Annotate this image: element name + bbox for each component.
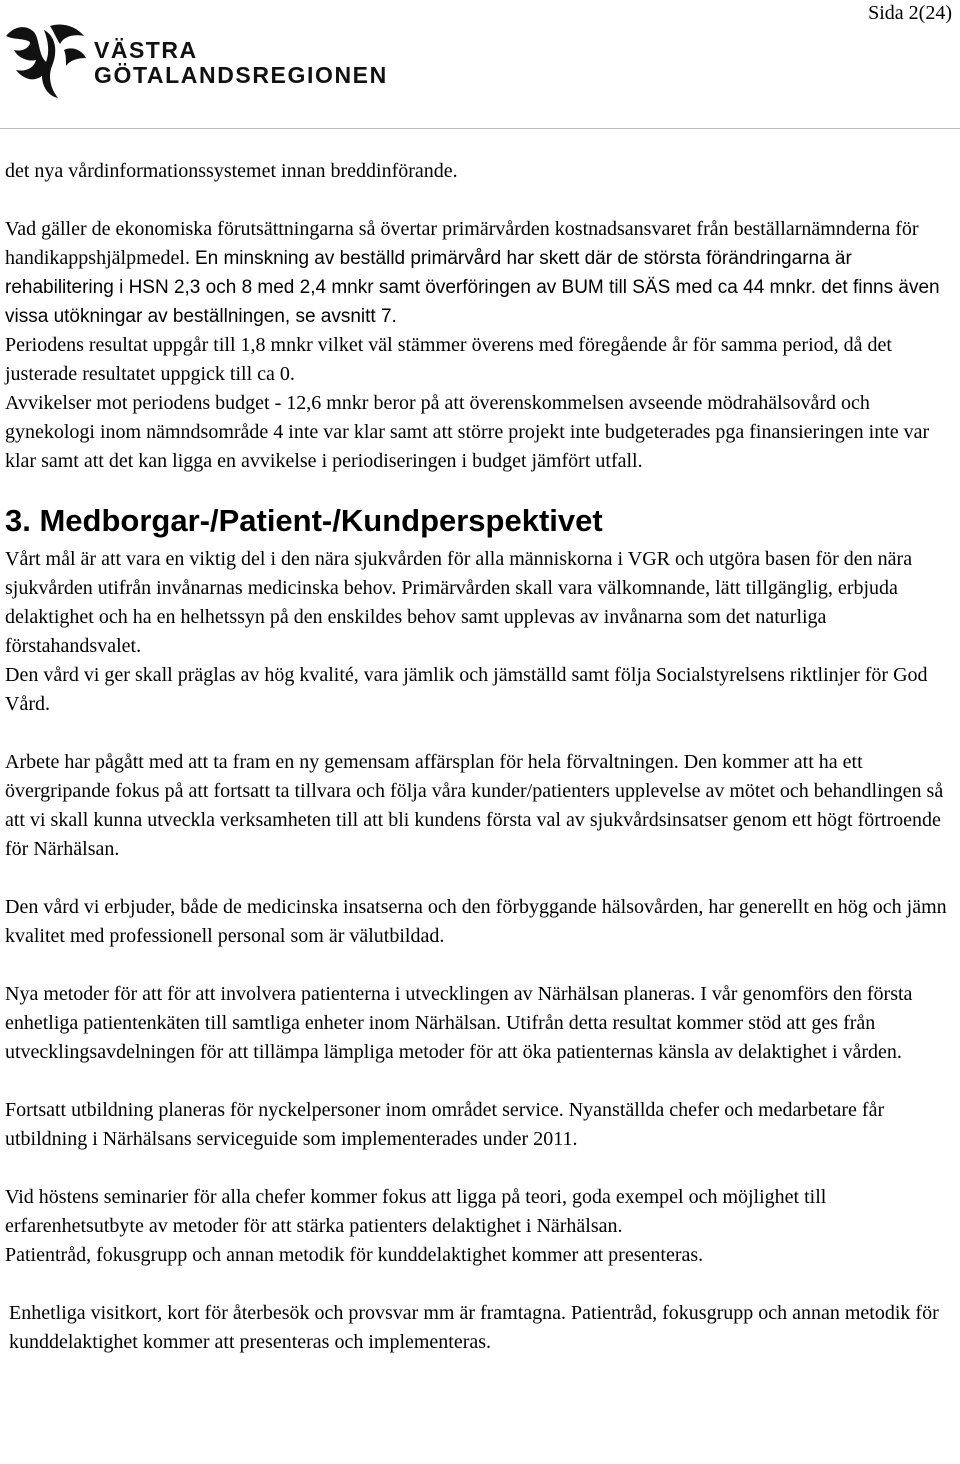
paragraph: Den vård vi erbjuder, både de medicinska insatserna och den förbyggande hälsovården, har generellt en hög och jämn kvalitet med professionell personal som är välutbildad. [5, 896, 947, 947]
spacer [5, 951, 957, 980]
logo-line-gotalandsregionen: GÖTALANDSREGIONEN [94, 62, 388, 88]
page-number: Sida 2(24) [868, 2, 952, 24]
paragraph: Avvikelser mot periodens budget - 12,6 mnkr beror på att överenskommelsen avseende mödrahälsovård och gynekologi inom nämndsområde 4 inte var klar samt att större projekt inte budgeterades pga finansieringen inte var klar samt att det kan ligga en avvikelse i periodiseringen i budget jämfört utfall. [5, 392, 930, 472]
paragraph [5, 215, 957, 331]
paragraph: Vårt mål är att vara en viktig del i den nära sjukvården för alla människorna i VGR och utgöra basen för den nära sjukvården utifrån invånarnas medicinska behov. Primärvården skall vara välkomnande, lätt tillgänglig, erbjuda delaktighet och ha en helhetssyn på den enskildes behov samt upplevas av invånarna som det naturliga förstahandsvalet. [5, 548, 913, 657]
paragraph: Arbete har pågått med att ta fram en ny gemensam affärsplan för hela förvaltningen. Den kommer att ha ett övergripande fokus på att fortsatt ta tillvara och följa våra kunder/patienters upplevelse av mötet och behandlingen så att vi skall kunna utveckla verksamheten till att bli kundens första val av sjukvårdsinsatser genom ett högt förtroende för Närhälsan. [5, 751, 944, 860]
spacer [5, 1154, 957, 1183]
vgr-emblem-icon [4, 22, 90, 104]
paragraph-text-sans: En minskning av beställd primärvård har skett där de största förändringarna är rehabilitering i HSN 2,3 och 8 med 2,4 mnkr samt överföringen av BUM till SÄS med ca 44 mnkr. det finns även vissa utökningar av beställningen, se avsnitt 7. [5, 248, 940, 327]
paragraph: Periodens resultat uppgår till 1,8 mnkr vilket väl stämmer överens med föregående år för samma period, då det justerade resultatet uppgick till ca 0. [5, 334, 892, 385]
paragraph: Vid höstens seminarier för alla chefer kommer fokus att ligga på teori, goda exempel och möjlighet till erfarenhetsutbyte av metoder för att stärka patienters delaktighet i Närhälsan. [5, 1186, 827, 1237]
paragraph: Patientråd, fokusgrupp och annan metodik för kunddelaktighet kommer att presenteras. [5, 1244, 704, 1266]
paragraph: det nya vårdinformationssystemet innan breddinförande. [5, 160, 458, 182]
spacer [5, 186, 957, 215]
paragraph: Den vård vi ger skall präglas av hög kvalité, vara jämlik och jämställd samt följa Socialstyrelsens riktlinjer för God Vård. [5, 664, 928, 715]
document-body [5, 157, 957, 1357]
paragraph: Enhetliga visitkort, kort för återbesök och provsvar mm är framtagna. Patientråd, fokusgrupp och annan metodik för kunddelaktighet kommer att presenteras och implementeras. [9, 1302, 939, 1353]
paragraph: Nya metoder för att för att involvera patienterna i utvecklingen av Närhälsan planeras. I vår genomförs den första enhetliga patientenkäten till samtliga enheter inom Närhälsan. Utifrån detta resultat kommer stöd att ges från utvecklingsavdelningen för att tillämpa lämpliga metoder för att öka patienternas känsla av delaktighet i vården. [5, 983, 913, 1063]
paragraph-text: Vad gäller de ekonomiska förutsättningarna så övertar primärvården kostnadsansvaret från beställarnämnderna för handikappshjälpmedel. [5, 218, 919, 269]
spacer [5, 719, 957, 748]
spacer [5, 1270, 957, 1299]
logo-line-vastra: VÄSTRA [94, 37, 198, 63]
organization-logo [4, 22, 394, 104]
header-divider [0, 128, 960, 129]
section-heading: 3. Medborgar-/Patient-/Kundperspektivet [5, 503, 603, 538]
paragraph: Fortsatt utbildning planeras för nyckelpersoner inom området service. Nyanställda chefer och medarbetare får utbildning i Närhälsans serviceguide som implementerades under 2011. [5, 1099, 885, 1150]
spacer [5, 1067, 957, 1096]
spacer [5, 864, 957, 893]
